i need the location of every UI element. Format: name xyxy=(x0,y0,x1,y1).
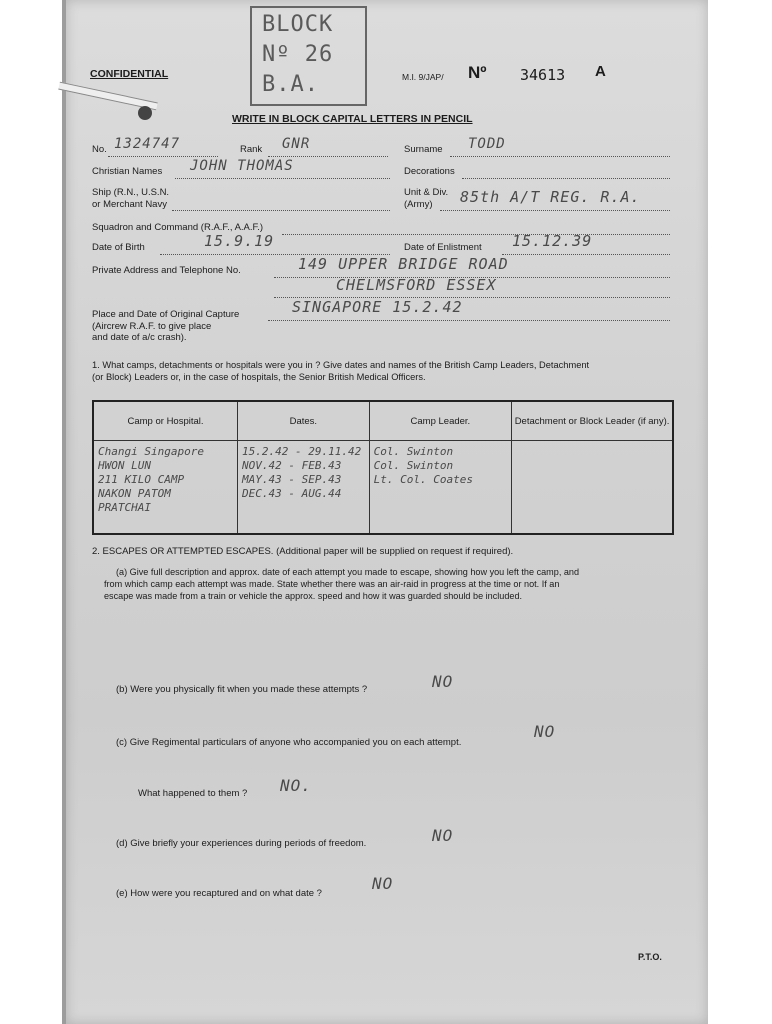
capture-value: SINGAPORE 15.2.42 xyxy=(292,298,463,316)
no-value: 1324747 xyxy=(114,136,181,152)
confidential-label: CONFIDENTIAL xyxy=(90,68,169,80)
dates-column: 15.2.42 - 29.11.42 NOV.42 - FEB.43 MAY.43 - SEP.43 DEC.43 - AUG.44 xyxy=(238,441,370,535)
address-line-1: 149 UPPER BRIDGE ROAD xyxy=(298,255,509,273)
stamp-line-2: Nº 26 xyxy=(262,42,334,67)
unit-label: Unit & Div. (Army) xyxy=(404,187,449,210)
series-letter: A xyxy=(595,63,606,80)
stamp-line-1: BLOCK xyxy=(262,12,334,37)
unit-value: 85th A/T REG. R.A. xyxy=(460,188,641,206)
punch-hole xyxy=(138,106,152,120)
instruction-heading: WRITE IN BLOCK CAPITAL LETTERS IN PENCIL xyxy=(232,113,473,125)
q2-d-text: (d) Give briefly your experiences during periods of freedom. xyxy=(116,838,367,849)
surname-label: Surname xyxy=(404,144,443,155)
q2-a-line-2: from which camp each attempt was made. State whether there was an air-raid in progress at the time or not. If an xyxy=(104,579,560,589)
enlistment-label: Date of Enlistment xyxy=(404,242,482,253)
rank-label: Rank xyxy=(240,144,263,155)
pto-label: P.T.O. xyxy=(638,952,662,962)
header-camp-leader: Camp Leader. xyxy=(369,401,511,441)
christian-names-label: Christian Names xyxy=(92,166,163,177)
q2-e-text: (e) How were you recaptured and on what date ? xyxy=(116,888,322,899)
form-reference: M.I. 9/JAP/ xyxy=(402,72,444,82)
decorations-label: Decorations xyxy=(404,166,455,177)
q2-c-answer: NO xyxy=(534,722,556,741)
detachment-column xyxy=(512,441,673,535)
header-dates: Dates. xyxy=(238,401,370,441)
camps-table-header xyxy=(93,401,673,441)
header-camp: Camp or Hospital. xyxy=(93,401,238,441)
number-label: Nº xyxy=(468,63,487,82)
stamp-line-3: B.A. xyxy=(262,72,319,97)
christian-names-value: JOHN THOMAS xyxy=(190,158,294,174)
ship-label: Ship (R.N., U.S.N. or Merchant Navy xyxy=(92,187,170,210)
camps-column: Changi Singapore HWON LUN 211 KILO CAMP NAKON PATOM PRATCHAI xyxy=(93,441,238,535)
leaders-column: Col. Swinton Col. Swinton Lt. Col. Coates xyxy=(369,441,511,535)
dob-value: 15.9.19 xyxy=(204,232,275,250)
surname-value: TODD xyxy=(468,136,506,152)
q1-text-line-1: 1. What camps, detachments or hospitals were you in ? Give dates and names of the British Camp Leaders, Detachment xyxy=(92,360,590,370)
q2-b-answer: NO xyxy=(432,672,454,691)
q2-e-answer: NO xyxy=(372,874,394,893)
q2-a-line-1: (a) Give full description and approx. date of each attempt you made to escape, showing how you left the camp, and xyxy=(116,567,580,577)
serial-number: 34613 xyxy=(520,66,566,84)
q2-c2-answer: NO. xyxy=(280,776,312,795)
address-label: Private Address and Telephone No. xyxy=(92,265,241,276)
q2-title: 2. ESCAPES OR ATTEMPTED ESCAPES. (Additional paper will be supplied on request if required). xyxy=(92,546,514,557)
capture-label: Place and Date of Original Capture (Aircrew R.A.F. to give place and date of a/c crash). xyxy=(92,309,240,343)
q2-d-answer: NO xyxy=(432,826,454,845)
camps-table xyxy=(92,400,674,535)
squadron-label: Squadron and Command (R.A.F., A.A.F.) xyxy=(92,222,264,233)
header-detachment-leader: Detachment or Block Leader (if any). xyxy=(512,401,673,441)
q1-text-line-2: (or Block) Leaders or, in the case of hospitals, the Senior British Medical Officers. xyxy=(92,372,426,382)
q2-c-text: (c) Give Regimental particulars of anyone who accompanied you on each attempt. xyxy=(116,737,462,748)
q2-c2-text: What happened to them ? xyxy=(138,788,248,799)
table-row xyxy=(93,441,673,535)
dob-label: Date of Birth xyxy=(92,242,145,253)
rank-value: GNR xyxy=(282,136,311,152)
no-label: No. xyxy=(92,144,107,155)
q2-b-text: (b) Were you physically fit when you made these attempts ? xyxy=(116,684,368,695)
block-stamp xyxy=(250,6,367,106)
address-line-2: CHELMSFORD ESSEX xyxy=(336,276,497,294)
enlistment-value: 15.12.39 xyxy=(512,232,593,250)
q2-a-line-3: escape was made from a train or vehicle the approx. speed and how it was guarded should be included. xyxy=(104,591,523,601)
